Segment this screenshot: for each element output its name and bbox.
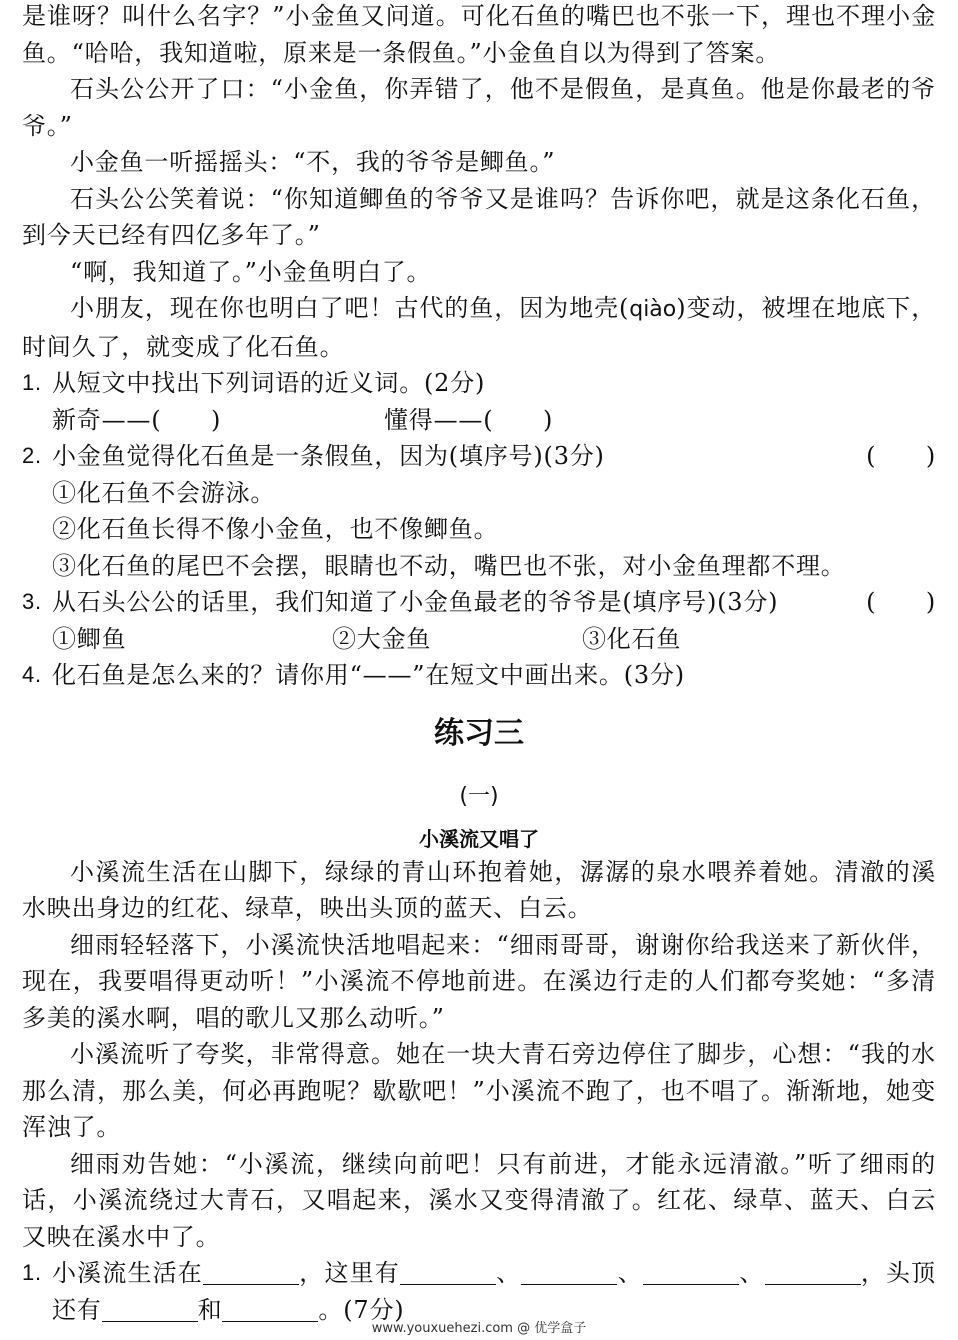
option-item: ①鲫鱼 — [52, 624, 127, 653]
pinyin-annotation: qiào — [629, 297, 677, 322]
option-item: ②化石鱼长得不像小金鱼，也不像鲫鱼。 — [52, 515, 499, 543]
question-text: ，这里有 — [298, 1259, 400, 1287]
synonym-item[interactable]: 新奇——( ) — [52, 405, 222, 434]
story-title: 小溪流又唱了 — [419, 826, 539, 851]
story1-paragraph: 石头公公开了口：“小金鱼，你弄错了，他不是假鱼，是真鱼。他是你最老的爷爷。” — [22, 75, 936, 140]
question-text: 和 — [197, 1295, 223, 1324]
story2-paragraph: 细雨轻轻落下，小溪流快活地唱起来：“细雨哥哥，谢谢你给我送来了新伙伴，现在，我要唱得更动听！”小溪流不停地前进。在溪边行走的人们都夸奖她：“多清多美的溪水啊，唱的歌儿又那么动听。” — [22, 930, 936, 1032]
question-number: 2. — [22, 443, 42, 468]
option-item: ②大金鱼 — [332, 624, 432, 653]
story1-paragraph: “啊，我知道了。”小金鱼明白了。 — [70, 257, 432, 286]
option-row — [22, 621, 936, 658]
watermark: www.youxuehezi.com @ 优学盒子 — [371, 1321, 587, 1336]
answer-blank[interactable] — [203, 1258, 299, 1285]
question-text: ，头顶还有 — [52, 1259, 936, 1324]
option-item: ③化石鱼 — [582, 624, 682, 653]
option-item: ③化石鱼的尾巴不会摆，眼睛也不动，嘴巴也不张，对小金鱼理都不理。 — [52, 551, 846, 580]
answer-box[interactable]: ( ) — [866, 588, 936, 616]
separator: 、 — [617, 1259, 643, 1287]
question-number: 1. — [22, 1260, 42, 1285]
answer-blank[interactable] — [643, 1258, 739, 1285]
synonym-items — [22, 402, 936, 439]
synonym-item[interactable]: 懂得——( ) — [384, 405, 554, 434]
question-text: 从石头公公的话里，我们知道了小金鱼最老的爷爷是(填序号)(3分) — [52, 588, 779, 616]
question-number: 1. — [22, 370, 42, 395]
question-text: 小溪流生活在 — [52, 1259, 203, 1287]
story2-paragraph: 细雨劝告她：“小溪流，继续向前吧！只有前进，才能永远清澈。”听了细雨的话，小溪流绕过大青石，又唱起来，溪水又变得清澈了。红花、绿草、蓝天、白云又映在溪水中了。 — [22, 1149, 936, 1251]
story1-paragraph: 小金鱼一听摇摇头：“不，我的爷爷是鲫鱼。” — [70, 148, 556, 176]
answer-blank[interactable] — [521, 1258, 617, 1285]
story2-paragraph: 小溪流生活在山脚下，绿绿的青山环抱着她，潺潺的泉水喂养着她。清澈的溪水映出身边的红花、绿草，映出头顶的蓝天、白云。 — [22, 857, 936, 922]
story1-text: )变动，被埋在地底下，时间久了，就变成了化石鱼。 — [22, 294, 937, 361]
separator: 、 — [738, 1259, 765, 1287]
question-1 — [22, 365, 936, 402]
separator: 、 — [495, 1259, 522, 1287]
story1-paragraph — [22, 290, 936, 365]
question-text: 。(7分) — [318, 1295, 405, 1324]
story1-paragraph: 是谁呀？叫什么名字？”小金鱼又问道。可化石鱼的嘴巴也不张一下，理也不理小金鱼。“哈哈，我知道啦，原来是一条假鱼。”小金鱼自以为得到了答案。 — [22, 2, 936, 67]
story1-text: 小朋友，现在你也明白了吧！古代的鱼，因为地壳( — [70, 294, 630, 322]
section-title: 练习三 — [434, 715, 524, 751]
section-part-label: (一) — [459, 783, 499, 809]
answer-blank[interactable] — [400, 1258, 496, 1285]
story2-paragraph: 小溪流听了夸奖，非常得意。她在一块大青石旁边停住了脚步，心想：“我的水那么清，那么美，何必再跑呢？歇歇吧！”小溪流不跑了，也不唱了。渐渐地，她变浑浊了。 — [22, 1040, 936, 1141]
question-text: 从短文中找出下列词语的近义词。(2分) — [52, 369, 486, 397]
question-2 — [22, 438, 936, 475]
question-4 — [22, 657, 936, 694]
answer-box[interactable]: ( ) — [866, 442, 936, 470]
question-3 — [22, 584, 936, 621]
question-number: 4. — [22, 662, 42, 687]
question-text: 化石鱼是怎么来的？请你用“——”在短文中画出来。(3分) — [52, 661, 685, 689]
option-item: ①化石鱼不会游泳。 — [52, 478, 276, 507]
question-text: 小金鱼觉得化石鱼是一条假鱼，因为(填序号)(3分) — [52, 442, 605, 470]
story1-paragraph: 石头公公笑着说：“你知道鲫鱼的爷爷又是谁吗？告诉你吧，就是这条化石鱼，到今天已经有四亿多年了。” — [22, 184, 936, 249]
question-number: 3. — [22, 589, 42, 614]
answer-blank[interactable] — [765, 1258, 861, 1285]
